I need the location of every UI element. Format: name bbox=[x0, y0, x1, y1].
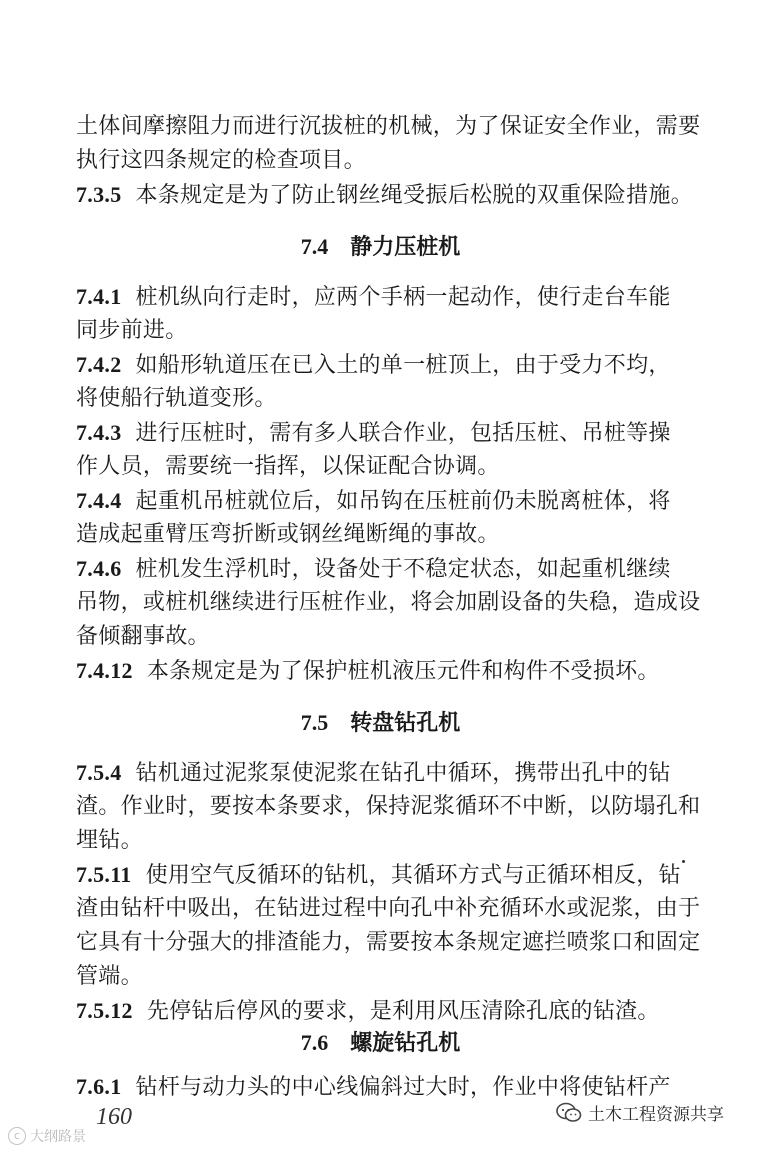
paragraph-line: 执行这四条规定的检查项目。 bbox=[76, 148, 366, 173]
clause-7-4-1 bbox=[76, 282, 671, 313]
clause-7-4-12 bbox=[76, 656, 660, 687]
clause-number: 7.5.4 bbox=[76, 760, 122, 785]
section-heading-7-5 bbox=[0, 708, 761, 738]
clause-text: 桩机发生浮机时，设备处于不稳定状态，如起重机继续 bbox=[135, 557, 671, 582]
section-number: 7.5 bbox=[300, 710, 329, 735]
paragraph-line: 备倾翻事故。 bbox=[76, 624, 210, 649]
clause-text: 本条规定是为了保护桩机液压元件和构件不受损坏。 bbox=[146, 659, 660, 684]
page-number: 160 bbox=[96, 1104, 132, 1130]
paragraph-line: 渣。作业时，要按本条要求，保持泥浆循环不中断，以防塌孔和 bbox=[76, 794, 701, 819]
clause-7-4-4 bbox=[76, 486, 671, 517]
paragraph-line: 埋钻。 bbox=[76, 828, 143, 853]
clause-text: 钻杆与动力头的中心线偏斜过大时，作业中将使钻杆产 bbox=[135, 1075, 671, 1100]
clause-text: 本条规定是为了防止钢丝绳受振后松脱的双重保险措施。 bbox=[135, 183, 694, 208]
section-heading-7-4 bbox=[0, 232, 761, 262]
scan-speck bbox=[682, 860, 685, 863]
clause-number: 7.5.12 bbox=[76, 998, 133, 1023]
watermark-right bbox=[556, 1100, 724, 1125]
watermark-left-text: 大纲路景 bbox=[30, 1129, 86, 1145]
clause-number: 7.6.1 bbox=[76, 1074, 122, 1099]
clause-7-6-1 bbox=[76, 1072, 671, 1103]
copyright-icon: c bbox=[8, 1127, 26, 1145]
clause-number: 7.4.6 bbox=[76, 556, 122, 581]
section-number: 7.4 bbox=[300, 234, 329, 259]
clause-7-3-5 bbox=[76, 180, 693, 211]
clause-7-4-2 bbox=[76, 350, 671, 381]
paragraph-line: 吊物，或桩机继续进行压桩作业，将会加剧设备的失稳，造成设 bbox=[76, 590, 701, 615]
section-title: 转盘钻孔机 bbox=[350, 710, 461, 736]
watermark-left bbox=[8, 1126, 86, 1146]
paragraph-line: 管端。 bbox=[76, 964, 143, 989]
paragraph-line: 它具有十分强大的排渣能力，需要按本条规定遮拦喷浆口和固定 bbox=[76, 930, 701, 955]
clause-7-4-3 bbox=[76, 418, 671, 449]
watermark-right-text: 土木工程资源共享 bbox=[588, 1105, 724, 1125]
clause-7-4-6 bbox=[76, 554, 671, 585]
clause-7-5-4 bbox=[76, 758, 671, 789]
clause-number: 7.4.1 bbox=[76, 284, 122, 309]
clause-7-5-12 bbox=[76, 996, 660, 1027]
paragraph-line: 渣由钻杆中吸出，在钻进过程中向孔中补充循环水或泥浆，由于 bbox=[76, 896, 701, 921]
paragraph-line: 同步前进。 bbox=[76, 318, 188, 343]
clause-number: 7.4.4 bbox=[76, 488, 122, 513]
clause-number: 7.5.11 bbox=[76, 862, 132, 887]
paragraph-line: 造成起重臂压弯折断或钢丝绳断绳的事故。 bbox=[76, 522, 500, 547]
clause-number: 7.4.2 bbox=[76, 352, 122, 377]
section-heading-7-6 bbox=[0, 1028, 761, 1058]
clause-text: 桩机纵向行走时，应两个手柄一起动作，使行走台车能 bbox=[135, 285, 671, 310]
clause-text: 如船形轨道压在已入土的单一桩顶上，由于受力不均， bbox=[135, 353, 671, 378]
section-title: 静力压桩机 bbox=[350, 234, 461, 260]
clause-text: 起重机吊桩就位后，如吊钩在压桩前仍未脱离桩体，将 bbox=[135, 489, 671, 514]
section-title: 螺旋钻孔机 bbox=[350, 1030, 461, 1056]
paragraph-line: 作人员，需要统一指挥，以保证配合协调。 bbox=[76, 454, 500, 479]
clause-text: 先停钻后停风的要求，是利用风压清除孔底的钻渣。 bbox=[146, 999, 660, 1024]
clause-text: 钻机通过泥浆泵使泥浆在钻孔中循环，携带出孔中的钻 bbox=[135, 761, 671, 786]
section-number: 7.6 bbox=[300, 1030, 329, 1055]
wechat-icon bbox=[556, 1102, 582, 1124]
paragraph-line: 土体间摩擦阻力而进行沉拔桩的机械，为了保证安全作业，需要 bbox=[76, 114, 701, 139]
clause-text: 使用空气反循环的钻机，其循环方式与正循环相反，钻 bbox=[145, 863, 681, 888]
clause-text: 进行压桩时，需有多人联合作业，包括压桩、吊桩等操 bbox=[135, 421, 671, 446]
clause-number: 7.3.5 bbox=[76, 182, 122, 207]
clause-7-5-11 bbox=[76, 860, 681, 891]
clause-number: 7.4.3 bbox=[76, 420, 122, 445]
clause-number: 7.4.12 bbox=[76, 658, 133, 683]
paragraph-line: 将使船行轨道变形。 bbox=[76, 386, 277, 411]
